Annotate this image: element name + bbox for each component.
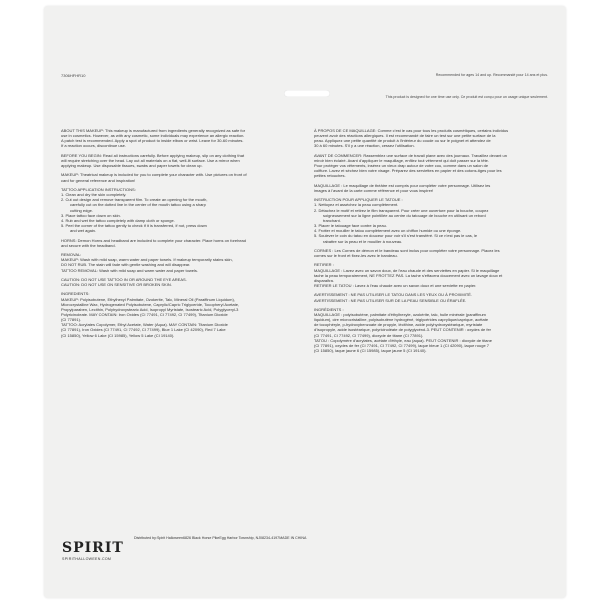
french-line: coiffure. Lavez et séchez bien votre visage. Préparez des serviettes en papier et des cotons-tiges pour les [314,168,502,174]
french-instructions [314,128,532,357]
english-instructions [61,128,279,342]
english-line: Microcrystalline Wax, Hydrogenated Polyisobutene, Caprylic/Capric Triglyceride, Tocopheryl Acetate, [61,301,240,307]
distributor-line: Egg Harbor Township, NJ [219,536,260,540]
french-line: À PROPOS DE CE MAQUILLAGE: Comme c'est le cas pour tous les produits cosmétiques, certains individus [314,128,509,133]
english-line: REMOVAL: [61,252,82,258]
logo-wordmark: SPIRIT [62,540,124,556]
distributor-info [134,536,306,541]
english-line: 2. Cut out design and remove transparent film. To create an opening for the mouth, [61,197,208,203]
french-line: images à l'avant de la carte comme référence et pour vous inspirer! [314,187,434,193]
english-paragraph [61,238,279,248]
english-line: applying makeup. Use disposable tissues, swabs and paper towels for clean up. [61,163,203,169]
french-line: RETIRER LE TATOU : Lavez à l'eau chaude avec un savon doux et une serviette en papier. [314,283,477,288]
distributor-line: 08234-4197 [260,536,280,540]
english-line: TATTOO REMOVAL: Wash with mild soap and warm water and paper towels. [61,267,198,273]
english-line: will require stretching over the head. Lay out all materials on a flat, well-lit surface. Use a mirror when [61,157,240,163]
english-line: 3. Place tattoo face down on skin. [61,212,121,218]
french-line: TATOU : Copolymère d'acrylates, acétate d'éthyle, eau (aqua). PEUT CONTENIR : dioxyde de titane [314,337,492,343]
english-line: 5. Peel the corner of the tattoo gently to check if it is transferred, if not, press down [61,223,207,229]
french-line: 5. Soulever le coin du tatou en douceur pour voir s'il s'est transféré. Si ce n'est pas le cas, le [314,233,478,239]
french-paragraph [314,248,532,258]
french-line: 2. Détachez le motif et retirez le film transparent. Pour créer une ouverture pour la bouche, coupez [314,207,489,213]
french-line: cornes sur le front et fixez-les avec le bandeau. [314,253,398,259]
english-line: HORNS: Demon Horns and headband are included to complete your character. Place horns on forehead [61,237,246,243]
single-use-line: This product is designed for one time use only. [385,95,460,99]
french-line: tache la peau temporairement, NE FROTTEZ PAS. La tache s'effacera doucement avec un lavage doux et [314,272,503,278]
english-paragraph [61,153,279,168]
english-paragraph [61,187,279,233]
distributor-line: 6826 Black Horse Pike [182,536,220,540]
french-line: peuvent avoir des réactions allergiques. Il est recommandé de faire un test sur une petite surface de la [314,133,496,139]
english-paragraph [61,252,279,273]
distributor-line: Distributed by: [134,536,157,540]
english-paragraph [61,291,279,337]
logo-url: SPIRITHALLOWEEN.COM [62,557,112,561]
french-line: RETIRER : [314,262,334,268]
english-line: ABOUT THIS MAKEUP: This makeup is manufactured from ingredients generally recognized as safe for [61,128,246,133]
distributor-line: MADE IN CHINA [279,536,307,540]
english-line: INGREDIENTS: [61,291,90,297]
french-line: INSTRUCTION POUR APPLIQUER LE TATOUE : [314,197,403,203]
english-paragraph [61,128,279,149]
english-line: BEFORE YOU BEGIN: Read all instructions carefully. Before applying makeup, slip on any clothing that [61,152,245,158]
single-use-line: Ce produit est conçu pour un usage unique seulement. [460,95,548,99]
english-line: (CI 15850), Yellow 6 Lake (CI 15985), Yellow 5 Lake (CI 19140). [61,332,175,338]
french-line: (CI 15850), laque jaune 6 (CI 15985), laque jaune 5 (CI 19140). [314,348,427,354]
english-line: card for general reference and inspiration! [61,177,136,183]
package-back-card [44,6,566,598]
french-line: disparaîtra. [314,277,335,283]
french-line: rabattre sur la peau et le mouiller à nouveau. [323,238,403,244]
age-line: Recommended for ages 14 and up. [435,73,493,77]
french-line: 1. Nettoyez et asséchez la peau complètement. [314,202,399,208]
age-line: Recommandé pour 14 ans et plus. [493,73,548,77]
french-line: INGRÉDIENTS : [314,306,344,312]
single-use-notice [386,95,548,100]
french-line: (CI 77891), oxydes de fer (CI 77491, CI 77492, CI 77499), laque bleue 1 (CI 42090), laque rouge 7 [314,342,489,348]
hang-hole [284,90,330,97]
english-line: CAUTION: DO NOT USE ON SENSITIVE OR BROKEN SKIN. [61,282,172,288]
french-paragraph [314,307,532,353]
french-paragraph [314,183,532,193]
english-line: DO NOT RUB. The stain will fade with gentle washing and will disappear. [61,262,191,268]
english-line: carefully cut on the dotted line in the center of the mouth tattoo using a sharp [70,202,206,208]
product-code: 7306HFHR10 [61,73,86,78]
french-paragraph [314,153,532,179]
english-line: CAUTION: DO NOT USE TATTOO IN OR AROUND THE EYE AREAS. [61,276,187,282]
french-line: CORNES : Les Cornes de démon et le bandeau sont inclus pour compléter votre personnage. Placez les [314,247,500,253]
french-line: liquidum), cire microcristalline, polyisobutène hydrogéné, triglycérides caprylique/caprique, acétate [314,317,489,323]
english-line: MAKEUP: Theatrical makeup is included for you to complete your character with. Use pictures on front of [61,172,247,178]
french-line: Pour protéger vos vêtements, insérez un vieux drap autour de votre cou, comme dans un salon de [314,163,489,169]
french-line: MAQUILLAGE : Le maquillage de théâtre est compris pour compléter votre personnage. Utilisez les [314,182,491,188]
english-line: MAKEUP: Polyisobutene, Ethylhexyl Palmitate, Ozokerite, Talc, Mineral Oil (Paraffinum Liquidum), [61,296,235,302]
french-line: peau. Appliquez une petite quantité de produit à l'intérieur du coude ou sur le poignet et attendez de [314,138,491,144]
french-paragraph [314,128,532,149]
french-line: de tocophéryle, p-hydroxybenzoate de propyle, lécithine, acide polyhydroxystéarique, myristate [314,322,483,328]
french-line: 4. Frotter et mouiller le tatou complètement avec un chiffon humide ou une éponge. [314,228,462,234]
english-paragraph [61,172,279,182]
french-line: soigneusement sur la ligne pointillée au centre du tatouage de bouche en utilisant un rebord [323,212,486,218]
english-line: TATTOO: Acrylates Copolymer, Ethyl Acetate, Water (Aqua). MAY CONTAIN: Titanium Dioxide [61,322,228,328]
english-line: 1. Clean and dry the skin completely. [61,192,127,198]
french-line: petites retouches. [314,173,346,179]
english-line: 4. Rub and wet the tattoo completely with damp cloth or sponge. [61,217,175,223]
age-recommendation [436,73,548,78]
distributor-line: Spirit Halloween [156,536,183,540]
english-paragraph [61,277,279,287]
french-line: d'isopropyle, acide isostéarique, polyricinoléate de polyglycérol-3. PEUT CONTENIR : oxydes de fer [314,327,491,333]
english-line: use in cosmetics. However, as with any cosmetic, some individuals may experience an allergic reaction. [61,133,245,139]
french-paragraph [314,197,532,243]
english-line: A patch test is recommended. Apply a spot of product to inside elbow or wrist. Leave for 30-60 minutes. [61,138,244,144]
french-line: tranchant. [323,217,341,223]
english-line: Propylparaben, Lecithin, Polyhydroxystearic Acid, Isopropyl Myristate, Isostearic Acid, Polyglyceryl-3 [61,306,239,312]
english-line: (CI 77891). [61,317,82,323]
english-line: and wet again. [70,228,97,234]
french-line: AVERTISSEMENT : NE PAS UTILISER SUR DE LA PEAU SENSIBLE OU ÉRAFLÉE. [314,297,467,303]
french-line: 30 à 60 minutes. S'il y a une réaction, cessez l'utilisation. [314,143,415,149]
english-line: and secure with the headband. [61,242,116,248]
brand-logo [62,541,124,561]
french-paragraph [314,292,532,302]
french-line: AVERTISSEMENT : NE PAS UTILISER LE TATOU DANS LES YEUX OU À PROXIMITÉ. [314,292,473,298]
english-line: MAKEUP: Wash with mild soap, warm water and paper towels. If makeup temporarily stains skin, [61,257,233,263]
english-line: cutting edge. [70,207,93,213]
french-line: 3. Placer le tatouage face contre la peau. [314,223,387,229]
french-line: MAQUILLAGE : Lavez avec un savon doux, de l'eau chaude et des serviettes en papier. Si le maquillage [314,267,500,273]
french-line: miroir bien éclairé. Avant d'appliquer le maquillage, enfilez tout vêtement qui doit passer sur la tête. [314,157,490,163]
french-line: (CI 77491, CI 77492, CI 77499), dioxyde de titane (CI 77891). [314,332,424,338]
english-line: (CI 77891), Iron Oxides (CI 77491, CI 77492, CI 77499), Blue 1 Lake (CI 42090), Red 7 Lake [61,327,226,333]
english-line: TATTOO APPLICATION INSTRUCTIONS: [61,186,136,192]
french-line: MAQUILLAGE : polyisobutène, palmitate d'éthylhexyle, ozokérite, talc, huile minérale (paraffinum [314,312,486,317]
french-line: AVANT DE COMMENCER: Rassemblez une surface de travail plane avec des journaux. Travaillez devant un [314,152,507,158]
english-line: Polyricinoleate. MAY CONTAIN: Iron Oxides (CI 77491, CI 77492, CI 77499), Titanium Dioxide [61,312,228,317]
english-line: If a reaction occurs, discontinue use. [61,143,126,149]
french-paragraph [314,262,532,288]
